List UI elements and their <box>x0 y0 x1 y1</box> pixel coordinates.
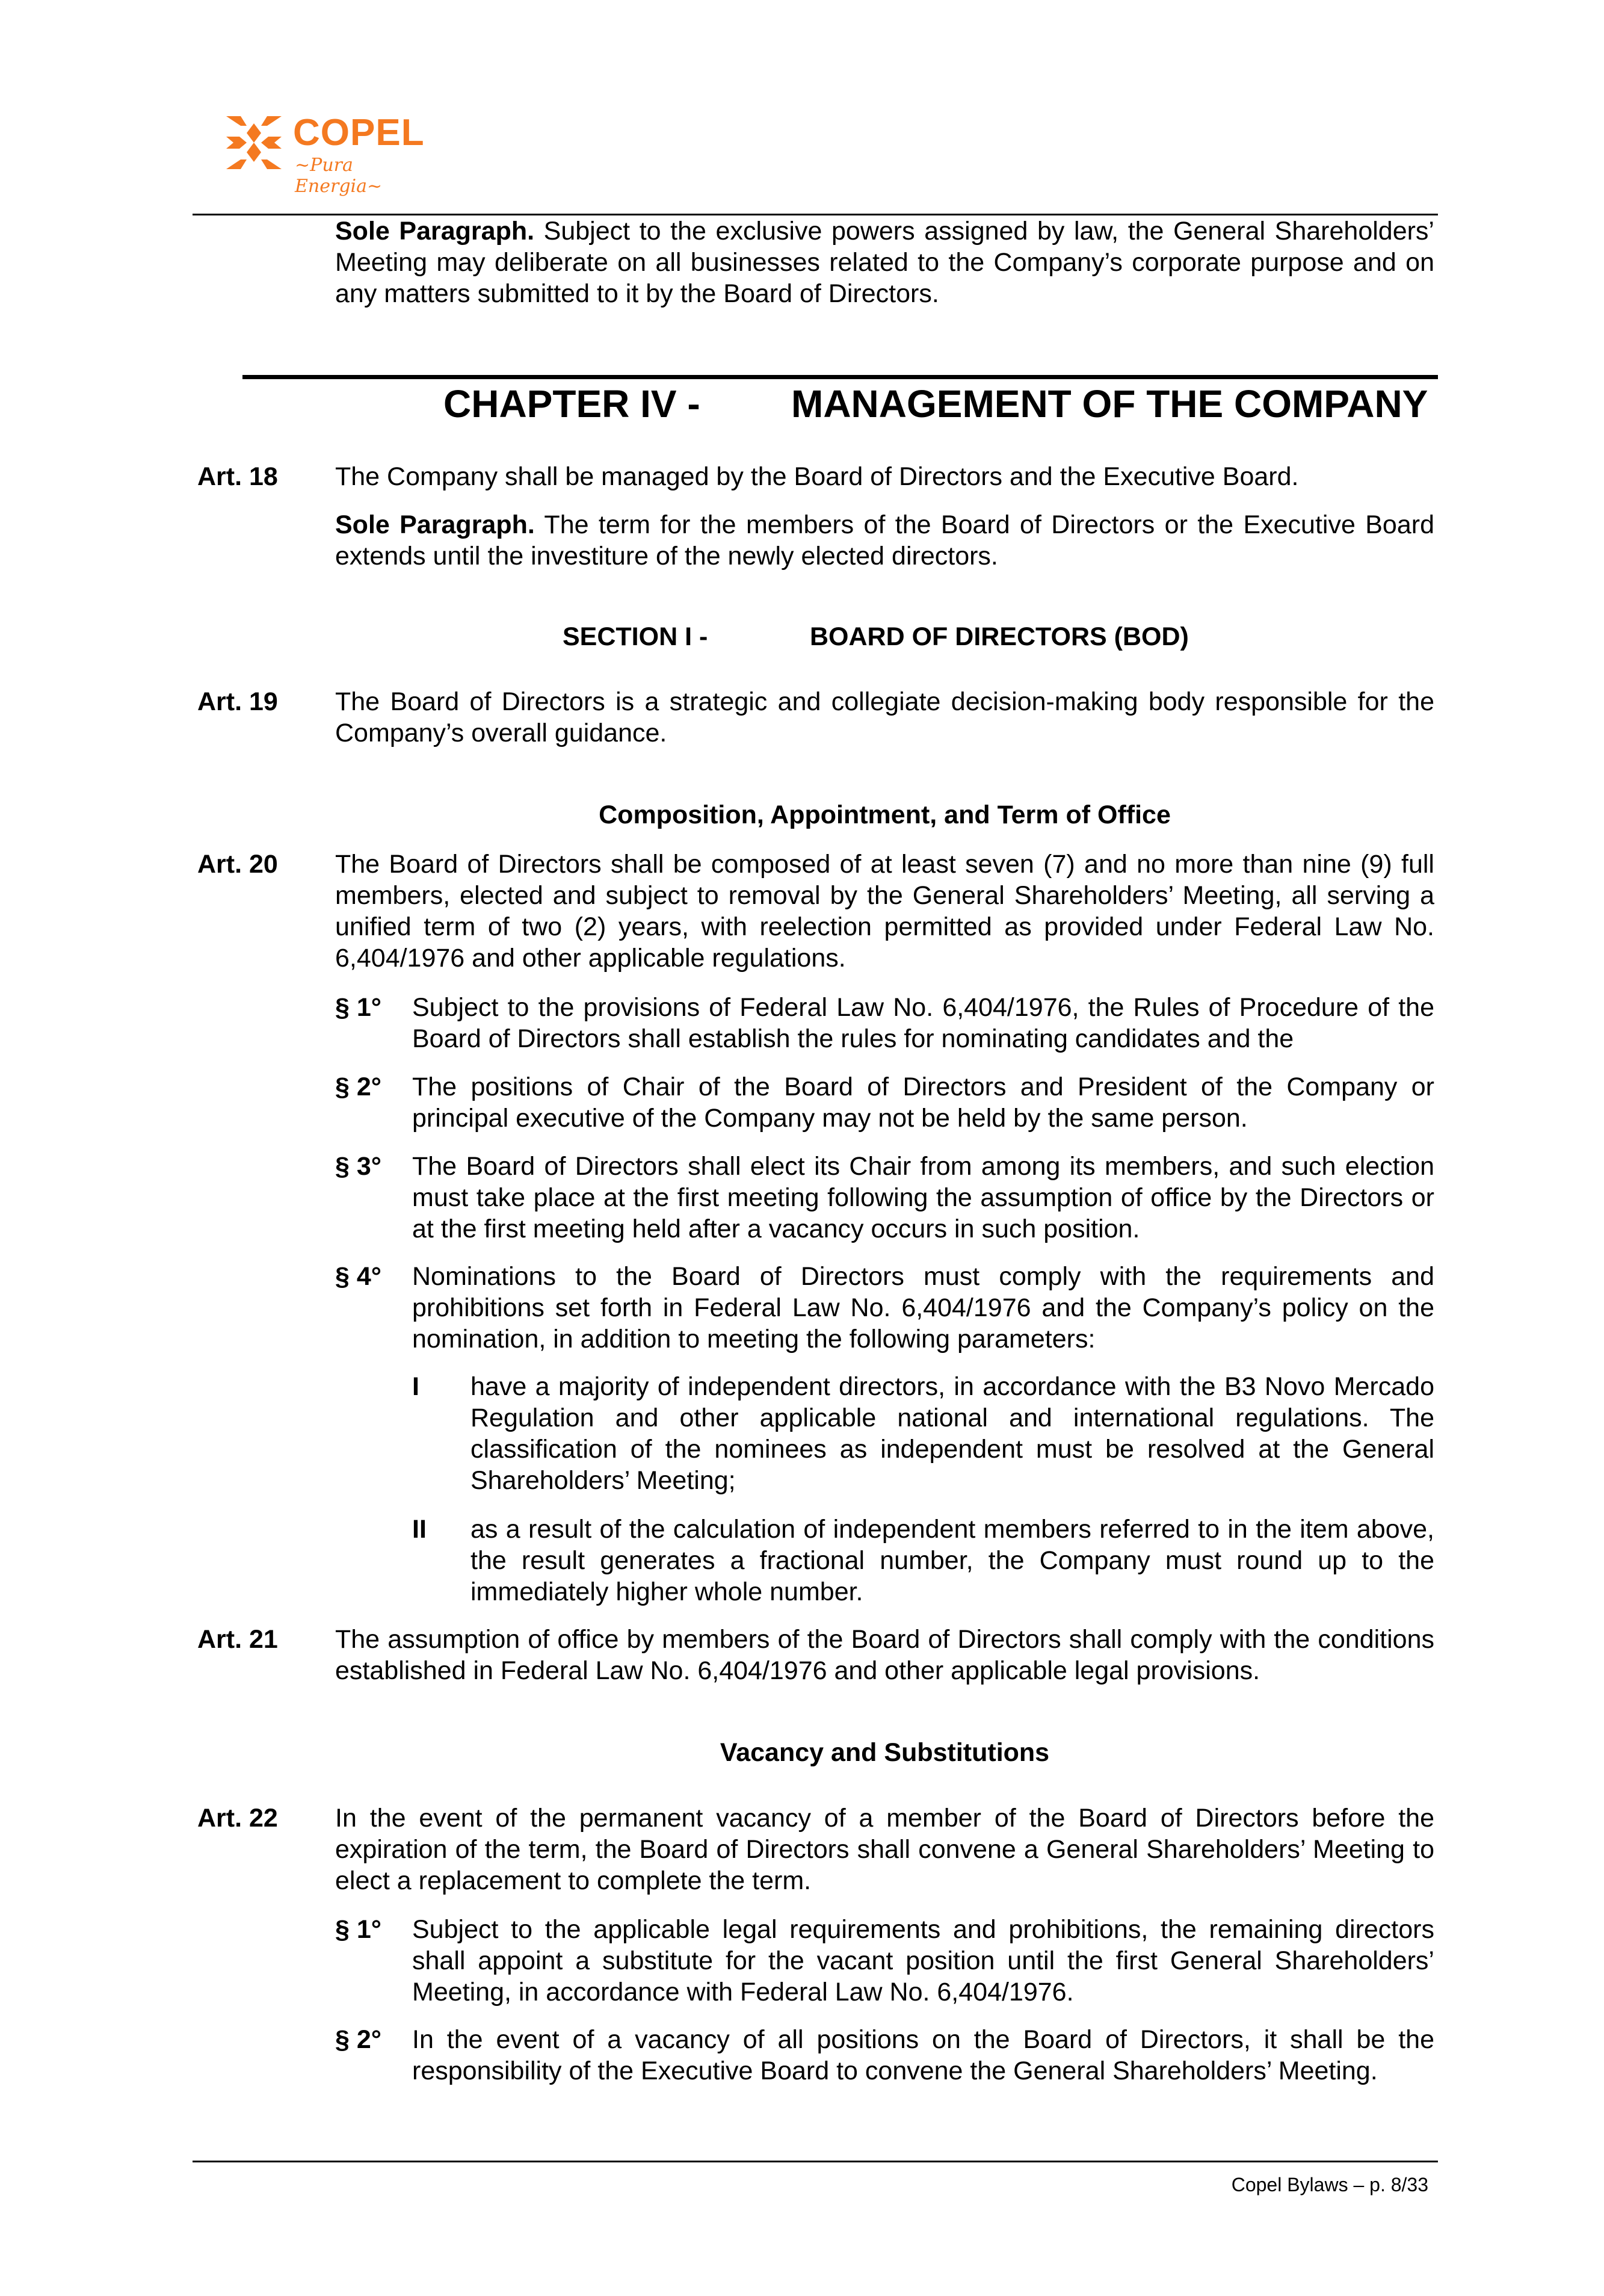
subheading-vacancy: Vacancy and Substitutions <box>720 1738 1050 1767</box>
logo-tagline: ~Pura Energia~ <box>295 155 383 197</box>
page-footer: Copel Bylaws – p. 8/33 <box>1231 2174 1428 2195</box>
paragraph-text: The Board of Directors shall elect its Chair from among its members, and such election must take place at the first meeting following the assumption of office by the Directors or at the first meeting held after a vacancy occurs in such position. <box>412 1152 1434 1243</box>
paragraph-text: Subject to the applicable legal requirements and prohibitions, the remaining directors shall appoint a substitute for the vacant position until the first General Shareholders’ Meeting, in accordance with Federal Law No. 6,404/1976. <box>412 1915 1434 2007</box>
article-number: Art. 21 <box>197 1625 278 1654</box>
paragraph-number: § 1° <box>335 993 381 1022</box>
intro-sole-paragraph <box>335 215 1434 309</box>
chapter-number: CHAPTER IV - <box>443 382 700 425</box>
chapter-title: MANAGEMENT OF THE COMPANY <box>791 382 1428 425</box>
paragraph-text: The positions of Chair of the Board of Directors and President of the Company or principal executive of the Company may not be held by the same person. <box>412 1072 1434 1133</box>
sole-paragraph-text: The term for the members of the Board of Directors or the Executive Board extends until the investiture of the newly elected directors. <box>335 510 1434 571</box>
paragraph-text: Subject to the provisions of Federal Law No. 6,404/1976, the Rules of Procedure of the Board of Directors shall establish the rules for nominating candidates and the <box>412 993 1434 1053</box>
article-text: In the event of the permanent vacancy of a member of the Board of Directors before the expiration of the term, the Board of Directors shall convene a General Shareholders’ Meeting to elect a replacement to complete the term. <box>335 1804 1434 1895</box>
paragraph-number: § 3° <box>335 1152 381 1181</box>
company-logo <box>224 105 428 197</box>
chapter-rule <box>242 375 1438 379</box>
article-text: The Company shall be managed by the Board of Directors and the Executive Board. <box>335 462 1299 491</box>
article-number: Art. 20 <box>197 850 278 879</box>
article-number: Art. 18 <box>197 462 278 491</box>
paragraph-text: Nominations to the Board of Directors must comply with the requirements and prohibitions set forth in Federal Law No. 6,404/1976 and the Company’s policy on the nomination, in addition to meeting the following parameters: <box>412 1262 1434 1354</box>
paragraph-number: § 1° <box>335 1915 381 1944</box>
article-number: Art. 19 <box>197 687 278 716</box>
sole-paragraph-label: Sole Paragraph. <box>335 217 535 246</box>
section-title: BOARD OF DIRECTORS (BOD) <box>810 622 1189 651</box>
subheading-composition: Composition, Appointment, and Term of Office <box>599 800 1171 829</box>
article-text: The assumption of office by members of the Board of Directors shall comply with the conditions established in Federal Law No. 6,404/1976 and other applicable legal provisions. <box>335 1625 1434 1685</box>
paragraph-number: § 2° <box>335 1072 381 1101</box>
section-number: SECTION I - <box>563 622 708 651</box>
item-number: II <box>412 1515 427 1544</box>
article-text: The Board of Directors is a strategic and collegiate decision-making body responsible for the Company’s overall guidance. <box>335 687 1434 747</box>
sole-paragraph-label: Sole Paragraph. <box>335 510 535 539</box>
item-text: have a majority of independent directors, in accordance with the B3 Novo Mercado Regulation and other applicable national and international regulations. The classification of the nominees as independent must be resolved at the General Shareholders’ Meeting; <box>470 1372 1434 1495</box>
article-number: Art. 22 <box>197 1804 278 1833</box>
footer-rule <box>193 2161 1438 2162</box>
paragraph-number: § 2° <box>335 2025 381 2054</box>
item-number: I <box>412 1372 419 1401</box>
sole-paragraph-text: Subject to the exclusive powers assigned by law, the General Shareholders’ Meeting may deliberate on all businesses related to the Company’s corporate purpose and on any matters submitted to it by the Board of Directors. <box>335 217 1434 308</box>
article-text: The Board of Directors shall be composed of at least seven (7) and no more than nine (9) full members, elected and subject to removal by the General Shareholders’ Meeting, all serving a unified term of two (2) years, with reelection permitted as provided under Federal Law No. 6,404/1976 and other applicable regulations. <box>335 850 1434 973</box>
item-text: as a result of the calculation of independent members referred to in the item above, the result generates a fractional number, the Company must round up to the immediately higher whole number. <box>470 1515 1434 1606</box>
article-sole-paragraph <box>335 509 1434 572</box>
copel-emblem-icon <box>224 113 284 173</box>
logo-wordmark: COPEL <box>293 112 425 153</box>
paragraph-text: In the event of a vacancy of all positions on the Board of Directors, it shall be the responsibility of the Executive Board to convene the General Shareholders’ Meeting. <box>412 2025 1434 2085</box>
paragraph-number: § 4° <box>335 1262 381 1291</box>
